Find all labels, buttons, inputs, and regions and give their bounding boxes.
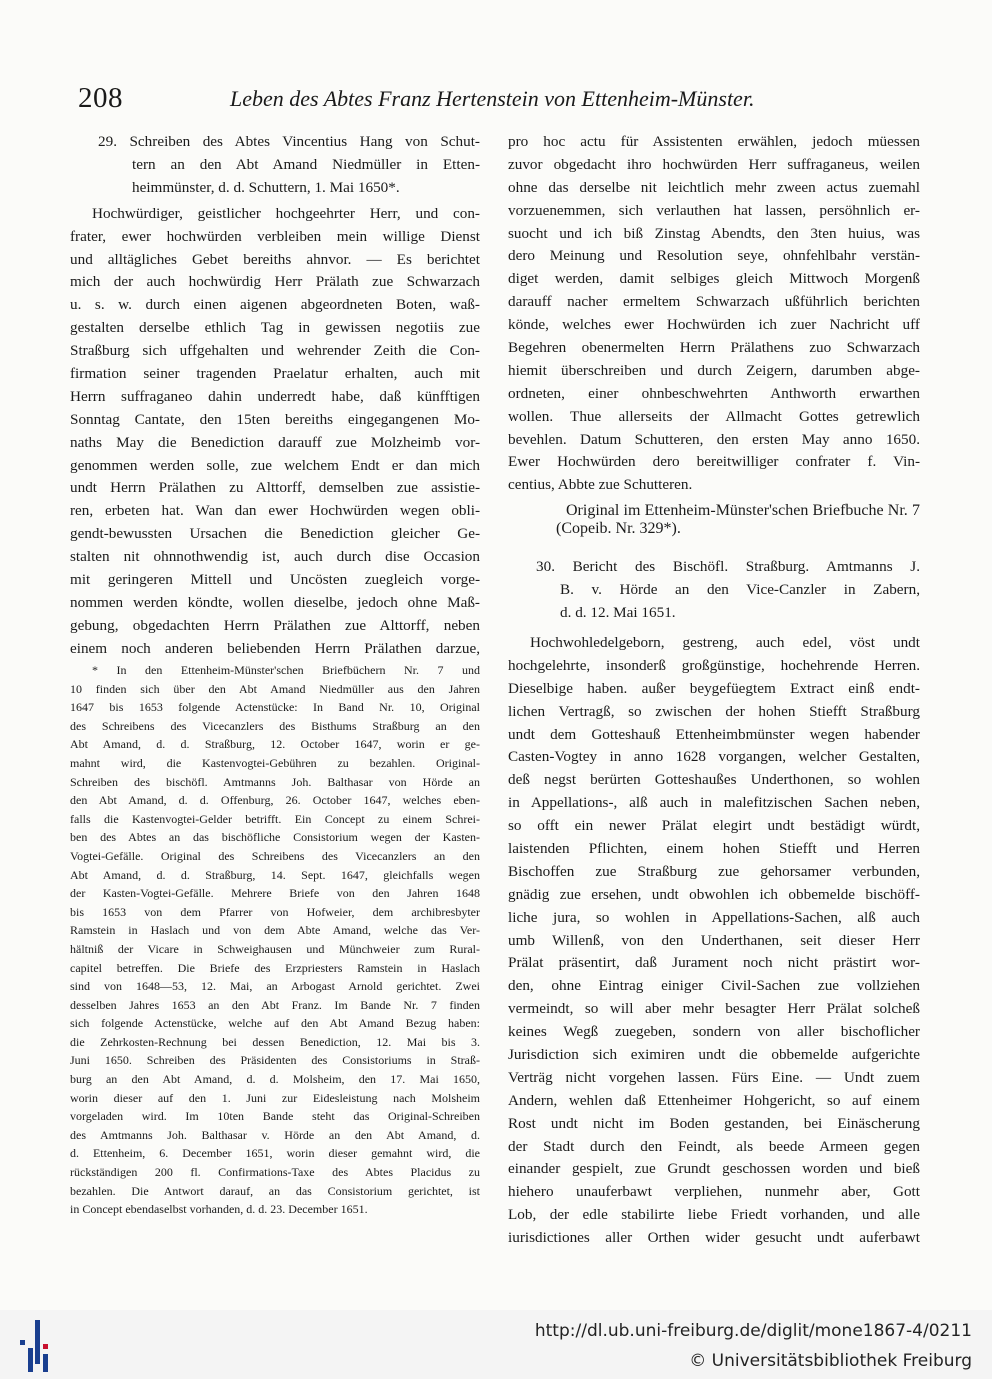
body-line: iurisdictiones aller Orthen wider gesucht undt auferbawt <box>508 1229 920 1247</box>
footnote-line: burg an den Abt Amand, d. d. Molsheim, den 17. Mai 1650, <box>70 1072 480 1087</box>
footnote-line: hältniß der Vicare in Schweighausen und Münchweier zum Rural- <box>70 941 480 956</box>
body-line: Begehren obenermelten Herrn Prälathens zuo Schwarzach <box>508 339 920 357</box>
body-line: laistenden Pflichten, einem hohen Stiefft und Herren <box>508 839 920 857</box>
body-line: hochgelehrte, insonderß großgünstige, hochehrende Herren. <box>508 656 920 674</box>
body-line: mich der auch hochwürdig Herr Prälath zue Schwarzach <box>70 273 480 291</box>
footer-bar <box>0 1310 992 1379</box>
footnote-line: ben des Abtes an das bischöfliche Consistorium wegen der Kasten- <box>70 830 480 845</box>
body-line: undt dem Gotteshauß Ettenheimbmünster wegen habender <box>508 725 920 743</box>
footnote-line: 10 finden sich über den Abt Amand Niedmüller aus den Jahren <box>70 681 480 696</box>
body-line: gebung, obgedachten Herrn Prälathen zue Alttorff, neben <box>70 616 480 634</box>
footnote <box>70 661 480 1219</box>
footnote-line: vorgeladen wird. Im 10ten Bande steht das Original-Schreiben <box>70 1109 480 1124</box>
body-line: genommen werden solle, zue welchem Endt er dan mich <box>70 456 480 474</box>
body-line: hiehero unauferbawt verpliehen, nunmehr aber, Gott <box>508 1183 920 1201</box>
footnote-line: den Abt Amand, d. d. Offenburg, 26. October 1647, welches eben- <box>70 793 480 808</box>
footnote-line: sich folgende Actenstücke, welche auf den Abt Amand Bezug haben: <box>70 1016 480 1031</box>
body-line: liche jura, so wohlen in Appellations-Sachen, alß auch <box>508 908 920 926</box>
body-line: Rost undt nicht im Boden gestanden, bei Einäscherung <box>508 1114 920 1132</box>
footnote-line: d. Ettenheim, 6. December 1651, worin dieser gemahnt wird, die <box>70 1146 480 1161</box>
body-line: darauff nacher ermeltem Schwarzach ußführlich berichten <box>508 293 920 311</box>
body-line: in Appellations-, alß auch in malefitzischen Sachen neben, <box>508 794 920 812</box>
body-line: vorzuenemmen, sich verlauthen hat lassen, persöhnlich er- <box>508 201 920 219</box>
footnote-line: bezahlen. Die Antwort darauf, an das Consistorium gerichtet, ist <box>70 1183 480 1198</box>
body-line: stalten nit ohnnothwendig ist, auch durch dise Occasion <box>70 548 480 566</box>
page-number: 208 <box>78 82 123 114</box>
footnote-line: mahnt wird, die Kastenvogtei-Gebühren zu bezahlen. Original- <box>70 755 480 770</box>
body-line: pro hoc actu für Assistenten erwählen, jedoch müessen <box>508 133 920 150</box>
doc29-body <box>70 203 480 661</box>
doc29-heading <box>70 131 480 200</box>
footnote-line: sind von 1648—53, 12. Mai, an Arbogast Arnold gerichtet. Zwei <box>70 979 480 994</box>
heading-line: tern an den Abt Amand Niedmüller in Etten- <box>132 155 480 173</box>
copyright-notice: © Universitätsbibliothek Freiburg <box>689 1351 972 1371</box>
body-line: u. s. w. durch einen aigenen abgeordneten Boten, waß- <box>70 296 480 314</box>
footnote-line: Schreiben des bischöfl. Amtmanns Joh. Balthasar von Hörde an <box>70 774 480 789</box>
footnote-line: rückständigen 200 fl. Confirmations-Taxe des Abtes Placidus zu <box>70 1165 480 1180</box>
body-line: Ewer Hochwürden dero bereitwilliger confrater f. Vin- <box>508 453 920 471</box>
body-line: frater, ewer hochwürden verbleiben mein willige Dienst <box>70 227 480 245</box>
body-line: Hochwohledelgeborn, gestreng, auch edel, vöst undt <box>530 633 920 651</box>
body-line: gestalten derselbe ethlich Tag in gewissen negotiis zue <box>70 319 480 337</box>
body-line: einem noch anderen beliebenden Herrn Prälathen darzue, <box>70 639 480 657</box>
left-column <box>70 131 480 661</box>
footnote-line: * In den Ettenheim-Münster'schen Briefbüchern Nr. 7 und <box>92 663 480 677</box>
body-line: Jurisdiction sich eximiren undt die obbemelde aufgerichte <box>508 1046 920 1063</box>
footnote-line: Abt Amand, d. d. Straßburg, 12. October 1647, worin er ge- <box>70 737 480 752</box>
body-line: so offt ein newer Prälat elegirt undt bestädigt würdt, <box>508 817 920 835</box>
body-line: deß negst berürten Gotteshaußes Underthonen, so wohlen <box>508 771 920 789</box>
body-line: gendt-bewussten Ursachen die Benediction gleicher Ge- <box>70 525 480 543</box>
body-line: ohne das derselbe nit leichtlich mehr zween actus zuemahl <box>508 178 920 196</box>
body-line: Hochwürdiger, geistlicher hochgeehrter Herr, und con- <box>92 204 480 222</box>
body-line: Dieselbige haben. außer beygefüegtem Extract einß endt- <box>508 679 920 697</box>
footnote-line: Vogtei-Gefälle. Original des Schreibens des Vicecanzlers an den <box>70 848 480 863</box>
body-line: undt Herrn Prälathen zu Alttorff, demselben zue assistie- <box>70 479 480 497</box>
ub-freiburg-logo-icon <box>18 1318 52 1372</box>
body-line: gnädig zue ersehen, undt obwohlen ich obbemelde bischöff- <box>508 885 920 903</box>
body-line: Sonntag Cantate, den 15ten bereiths eingegangenen Mo- <box>70 410 480 428</box>
heading-line: 29. Schreiben des Abtes Vincentius Hang von Schut- <box>98 133 480 150</box>
body-line: wollen. Thue allerseits der Allmacht Gottes getrewlich <box>508 407 920 425</box>
source-note <box>508 502 920 538</box>
footnote-line: die Zehrkosten-Rechnung bei dessen Benediction, 12. Mai bis 3. <box>70 1034 480 1049</box>
body-line: Verträg nicht vorgehen lassen. Fürs Eine. — Undt zuem <box>508 1068 920 1086</box>
footnote-line: desselben Jahres 1653 an den Abt Franz. Im Bande Nr. 7 finden <box>70 997 480 1012</box>
body-line: Herrn suffraganeo dahin underredt habe, daß künfftigen <box>70 387 480 405</box>
body-line: Prälat präsentirt, daß Jurament noch nicht prästirt wor- <box>508 954 920 972</box>
body-line: Andern, wehlen daß Ettenheimer Hohgericht, so auf einem <box>508 1091 920 1109</box>
body-line: suocht und ich biß Zinstag Abendts, den 3ten huius, was <box>508 224 920 242</box>
body-line: bevehlen. Datum Schutteren, den ersten May anno 1650. <box>508 430 920 448</box>
footnote-line: Ramstein in Haslach und von dem Abte Amand, welche das Ver- <box>70 923 480 938</box>
heading-line: 30. Bericht des Bischöfl. Straßburg. Amtmanns J. <box>536 558 920 576</box>
body-line: der Stadt durch den Feindt, als beede Armeen gegen <box>508 1137 920 1155</box>
footnote-line: des Schreibens des Vicecanzlers des Bisthums Straßburg an den <box>70 718 480 733</box>
footnote-line: Juni 1650. Schreiben des Präsidenten des Consistoriums in Straß- <box>70 1053 480 1068</box>
running-title: Leben des Abtes Franz Hertenstein von Ettenheim-Münster. <box>230 86 755 111</box>
body-line: den, ohne Eintrag einiger Civil-Sachen zue vollziehen <box>508 977 920 995</box>
body-line: mit geringeren Mittell und Uncösten zuegleich vorge- <box>70 570 480 588</box>
footnote-line: Abt Amand, d. d. Straßburg, 14. Sept. 1647, gleichfalls wegen <box>70 867 480 882</box>
source-note-line: Original im Ettenheim-Münster'schen Briefbuche Nr. 7 <box>566 502 920 520</box>
source-url[interactable]: http://dl.ub.uni-freiburg.de/diglit/mone1867-4/0211 <box>534 1321 972 1341</box>
heading-line: B. v. Hörde an den Vice-Canzler in Zabern, <box>560 581 920 599</box>
body-line: Casten-Vogtey in anno 1628 vorgangen, welcher Gestalten, <box>508 748 920 766</box>
body-line: Lob, der edle stabilirte liebe Friedt vorhanden, und alle <box>508 1206 920 1224</box>
source-note-line: (Copeib. Nr. 329*). <box>556 520 681 538</box>
body-line: lichen Vertragß, so zwischen der hohen Stiefft Straßburg <box>508 702 920 720</box>
body-line: centius, Abbte zue Schutteren. <box>508 476 693 494</box>
heading-line: d. d. 12. Mai 1651. <box>560 604 676 622</box>
heading-line: heimmünster, d. d. Schuttern, 1. Mai 1650*. <box>132 178 400 196</box>
body-line: firmation seiner tragenden Praelatur erhalten, auch mit <box>70 364 480 382</box>
body-line: hiemit überschreiben und durch Zeigern, darumben abge- <box>508 361 920 379</box>
doc30-body <box>508 632 920 1250</box>
body-line: könde, welches ewer Hochwürden ich zuer Nachricht uff <box>508 316 920 334</box>
body-line: diget werden, damit selbiges gleich Mittwoch Morgenß <box>508 270 920 288</box>
body-line: zuvor obgedacht ihro hochwürden Herr suffraganeus, weilen <box>508 155 920 173</box>
body-line: nommen werden köndte, wollen dieselbe, jedoch ohne Maß- <box>70 593 480 611</box>
footnote-line: der Kasten-Vogtei-Gefälle. Mehrere Briefe von den Jahren 1648 <box>70 886 480 901</box>
body-line: keines Wegß zuegeben, sondern von aller bischoflicher <box>508 1023 920 1041</box>
body-line: vermeindt, so will aber mehr besagter Herr Prälat solcheß <box>508 1000 920 1018</box>
right-column <box>508 131 920 1250</box>
body-line: Bischoffen zue Straßburg zue gehorsamer verbunden, <box>508 862 920 880</box>
body-line: Straßburg sich uffgehalten und wehrender Zeith die Con- <box>70 342 480 360</box>
footnote-line: falls die Kastenvogtei-Gelder betrifft. Ein Concept zu einem Schrei- <box>70 811 480 826</box>
body-line: und alltägliches Gebet bereiths ahnvor. — Es berichtet <box>70 250 480 268</box>
body-line: einander gespielt, zue Grundt geschossen worden und bieß <box>508 1160 920 1178</box>
doc30-heading <box>508 556 920 625</box>
footnote-line: capitel betreffen. Die Briefe des Erzpriesters Ramstein in Haslach <box>70 960 480 975</box>
footnote-line: des Amtmanns Joh. Balthasar v. Hörde an den Abt Amand, d. <box>70 1127 480 1142</box>
doc29-body-continued <box>508 131 920 497</box>
footnote-line: 1647 bis 1653 folgende Actenstücke: In Band Nr. 10, Original <box>70 700 480 715</box>
footnote-line: in Concept ebendaselbst vorhanden, d. d. 23. December 1651. <box>70 1202 368 1217</box>
footnote-line: worin dieser auf den 1. Juni zur Eidesleistung nach Molsheim <box>70 1090 480 1105</box>
body-line: ren, erbeten hat. Wan dan ewer Hochwürden wegen obli- <box>70 502 480 520</box>
body-line: ordneten, einer ohnbeschwehrten Anthworth erwarthen <box>508 384 920 402</box>
body-line: umb Willenß, von den Underthanen, seit dieser Herr <box>508 931 920 949</box>
body-line: naths May die Benediction darauff zue Molzheimb vor- <box>70 433 480 451</box>
body-line: dero Meinung und Resolution seye, ohnfehlbahr verstän- <box>508 247 920 265</box>
footnote-line: bis 1653 von dem Pfarrer von Hofweier, dem archibresbyter <box>70 904 480 919</box>
